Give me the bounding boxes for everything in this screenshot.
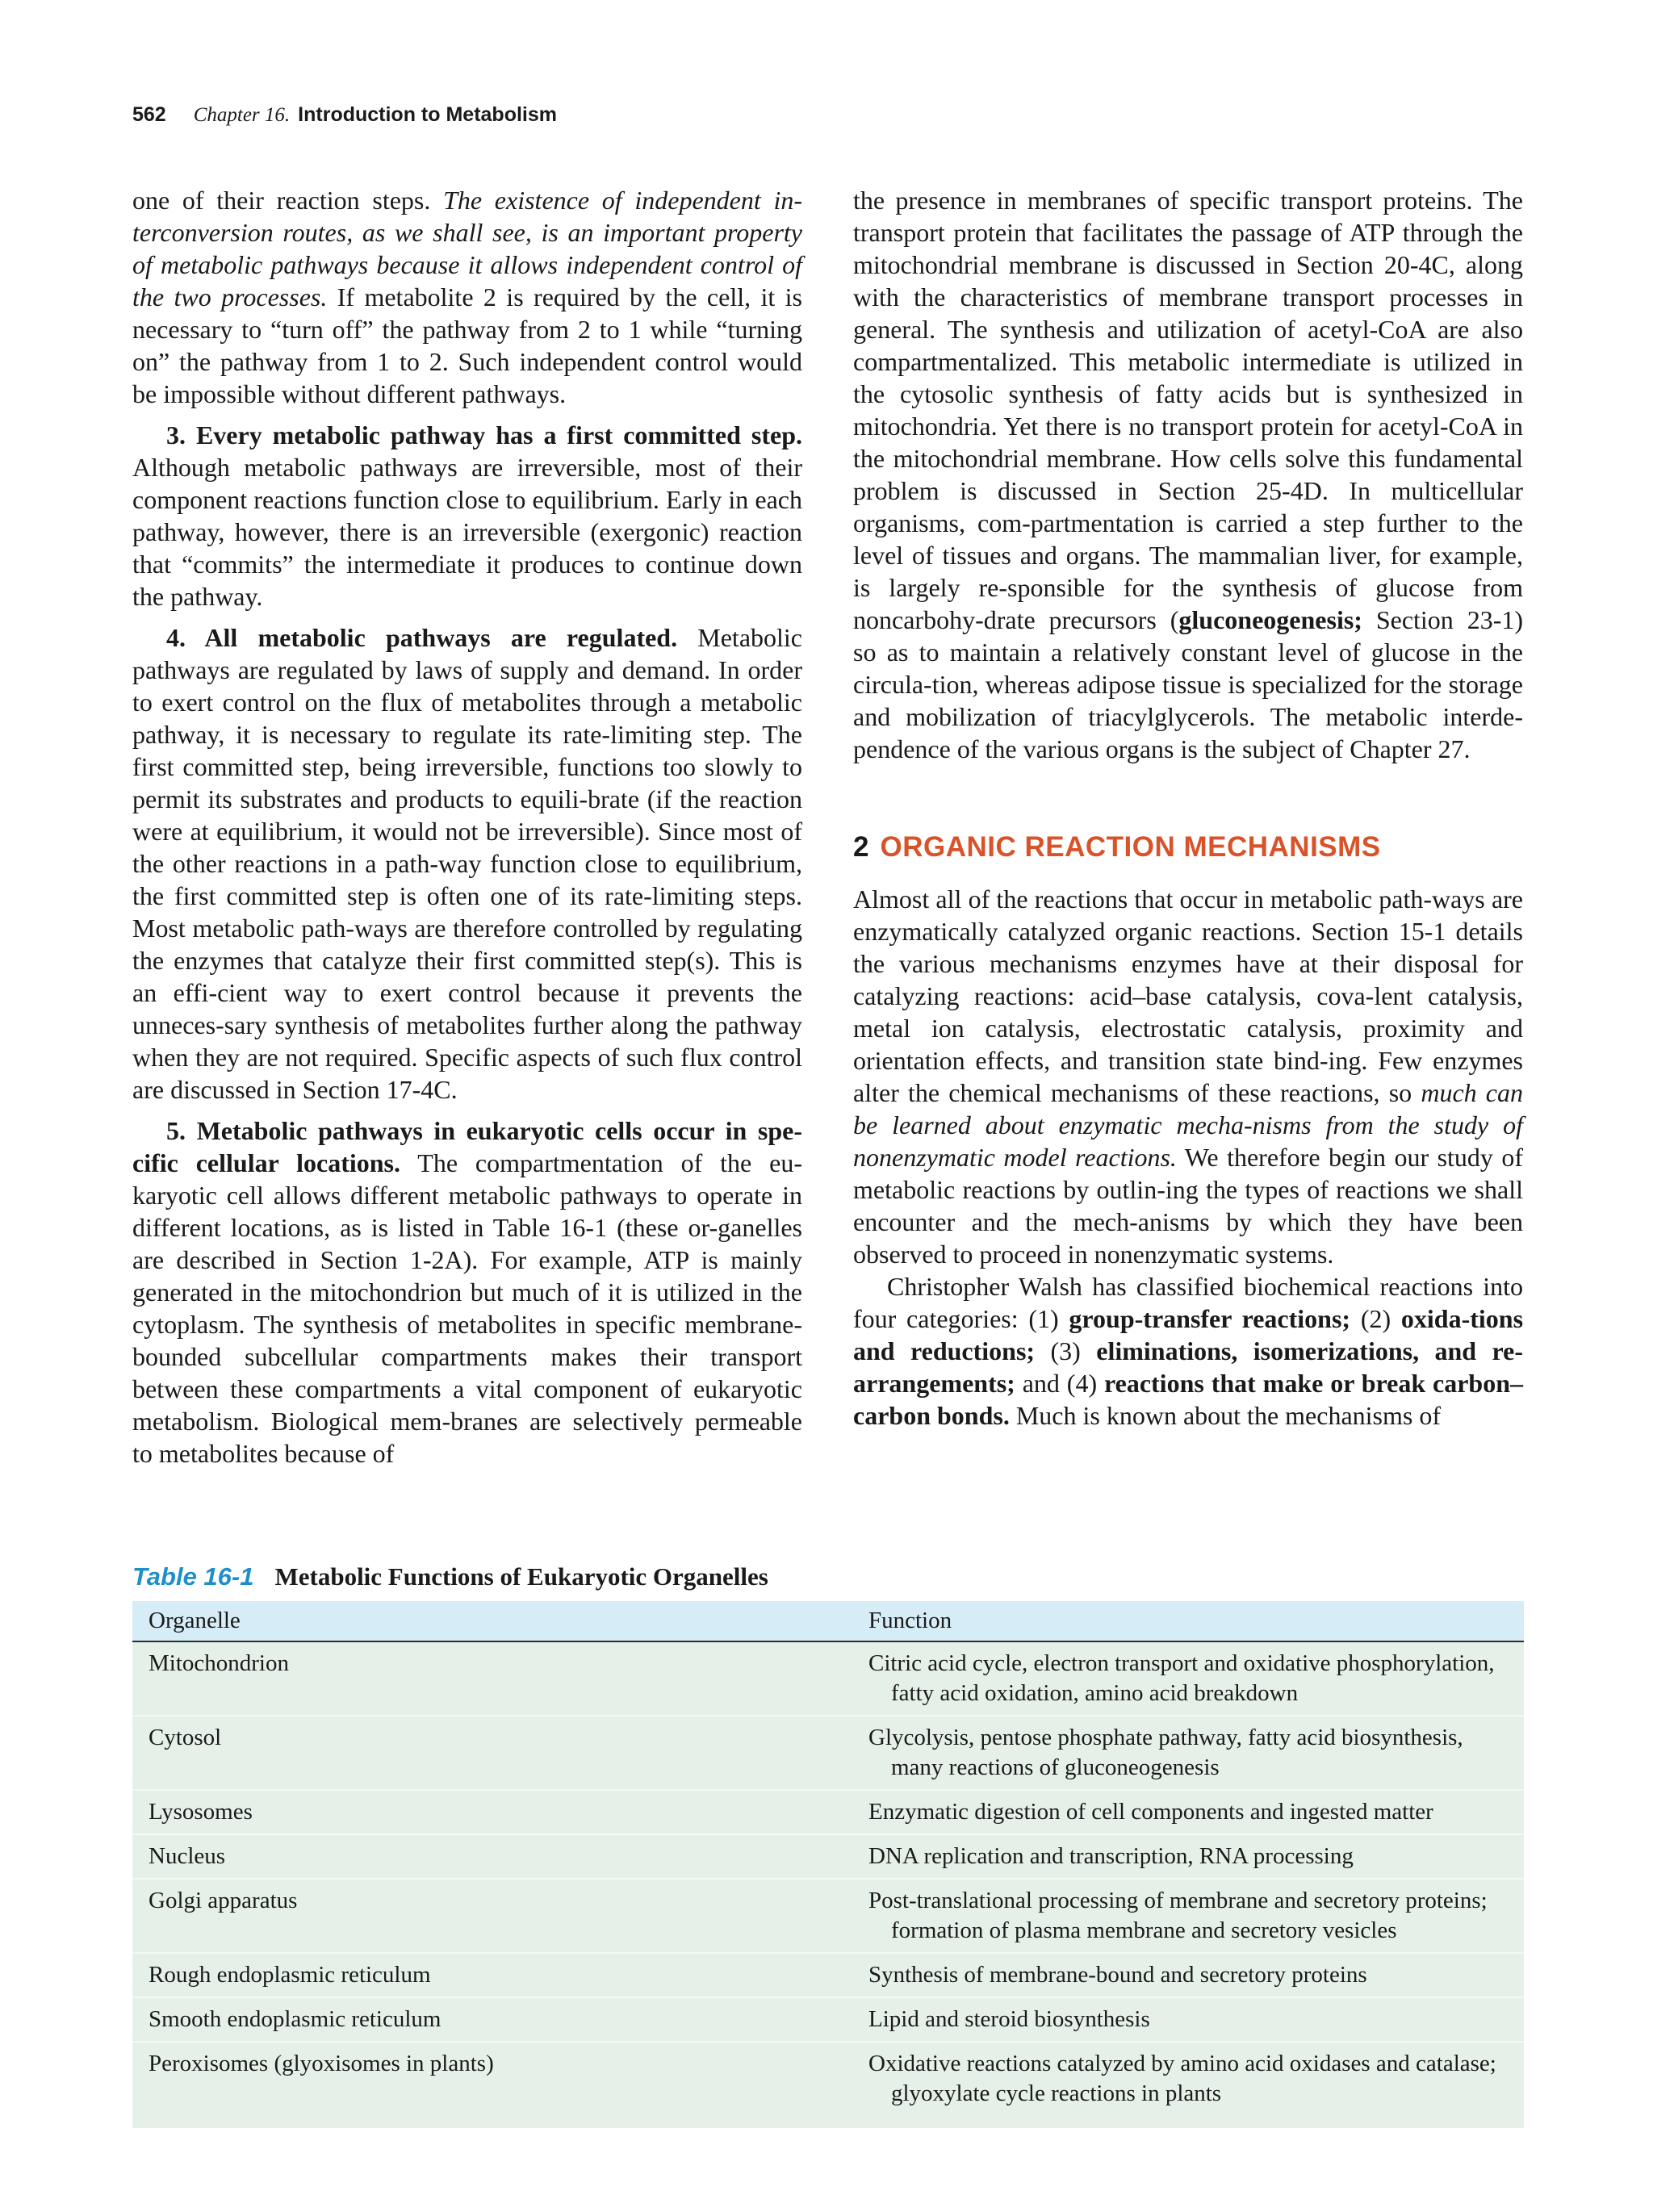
function-cell: Lipid and steroid biosynthesis: [852, 1997, 1524, 2042]
function-cell: Enzymatic digestion of cell components and ingested matter: [852, 1790, 1524, 1834]
chapter-title: Introduction to Metabolism: [298, 103, 557, 126]
paragraph: [853, 883, 1523, 1270]
paragraph-compartments: [132, 1114, 802, 1470]
text-run: one of their reaction steps.: [132, 186, 444, 215]
organelle-cell: Mitochondrion: [149, 1650, 289, 1676]
bold-term: reactions that make or break carbon–carbon bonds.: [853, 1369, 1524, 1430]
organelle-cell: Rough endoplasmic reticulum: [132, 1953, 852, 1997]
bold-term: oxida-tions and reductions;: [853, 1304, 1524, 1365]
running-head: [132, 100, 557, 130]
table-row: [132, 1790, 1524, 1834]
organelle-cell: Golgi apparatus: [132, 1879, 852, 1953]
table-row: [132, 1879, 1524, 1953]
paragraph-committed-step: [132, 419, 802, 613]
organelle-cell: Cytosol: [132, 1716, 852, 1790]
table-row: [132, 1641, 1524, 1716]
text-run: We therefore begin our study of metabolic reactions by outlin-ing the types of reactions we shall encounter and the mech-anisms by which they have been observed to proceed in nonenzymatic systems.: [853, 1143, 1524, 1269]
page-number: 562: [132, 103, 166, 126]
table-caption: [132, 1561, 1524, 1593]
left-column: [132, 184, 802, 1470]
table-label: Table 16-1: [132, 1562, 254, 1591]
organelle-cell: Nucleus: [132, 1834, 852, 1879]
text-run: (3): [1035, 1336, 1097, 1365]
organelle-cell: Peroxisomes (glyoxisomes in plants): [132, 2042, 852, 2115]
function-cell: Post-translational processing of membrane and secretory proteins; formation of plasma membrane and secretory vesicles: [852, 1879, 1524, 1953]
italic-text: much can be learned about enzymatic mecha-nisms from the study of nonenzymatic model reactions.: [853, 1078, 1524, 1172]
section-title: ORGANIC REACTION MECHANISMS: [880, 831, 1381, 863]
section-heading: [853, 830, 1523, 865]
bold-term: gluconeogenesis;: [1178, 605, 1362, 634]
text-run: the presence in membranes of specific transport proteins. The transport protein that facilitates the passage of ATP through the mitochondrial membrane is discussed in Section 20-4C, along with the characteristics of membrane transport processes in general. The synthesis and utilization of acetyl-CoA are also compartmentalized. This metabolic intermediate is utilized in the cytosolic synthesis of fatty acids but is synthesized in mitochondria. Yet there is no transport protein for acetyl-CoA in the mitochondrial membrane. How cells solve this fundamental problem is discussed in Section 25-4D. In multicellular organisms, com-partmentation is carried a step further to the level of tissues and organs. The mammalian liver, for example, is largely re-sponsible for the synthesis of glucose from noncarbohy-drate precursors (: [853, 186, 1523, 634]
paragraph-walsh: [853, 1270, 1523, 1432]
organelle-cell: Lysosomes: [132, 1790, 852, 1834]
table-row: [132, 1953, 1524, 1997]
organelle-function-table: [132, 1601, 1524, 2115]
table-row: [132, 2042, 1524, 2115]
text-run: (2): [1350, 1304, 1401, 1333]
text-run: If metabolite 2 is required by the cell, it is necessary to “turn off” the pathway from 2 to 1 while “turning on” the pathway from 1 to 2. Such independent control would be impossible without different pathways.: [132, 282, 803, 408]
section-number: 2: [853, 831, 869, 863]
text-run: Much is known about the mechanisms of: [1009, 1401, 1441, 1430]
bold-lead: 5. Metabolic pathways in eukaryotic cells occur in spe-cific cellular locations.: [132, 1116, 802, 1177]
table-header-row: [132, 1601, 1524, 1641]
chapter-label: Chapter 16.: [193, 104, 291, 126]
paragraph-regulated: [132, 621, 802, 1106]
table-row: [132, 1997, 1524, 2042]
function-cell: DNA replication and transcription, RNA processing: [852, 1834, 1524, 1879]
organelle-cell: Smooth endoplasmic reticulum: [132, 1997, 852, 2042]
text-run: Christopher Walsh has classified biochemical reactions into four categories: (1): [853, 1272, 1523, 1333]
paragraph: [853, 184, 1523, 765]
table-title: Metabolic Functions of Eukaryotic Organelles: [274, 1562, 768, 1591]
text-run: Although metabolic pathways are irreversible, most of their component reactions function close to equilibrium. Early in each pathway, however, there is an irreversible (exergonic) reaction that “commits” the intermediate it produces to continue down the pathway.: [132, 453, 802, 611]
text-run: Section 23-1) so as to maintain a relatively constant level of glucose in the circula-tion, whereas adipose tissue is specialized for the storage and mobilization of triacylglycerols. The metabolic interde-pendence of the various organs is the subject of Chapter 27.: [853, 605, 1524, 763]
function-cell: Citric acid cycle, electron transport and oxidative phosphorylation, fatty acid oxidation, amino acid breakdown: [868, 1650, 1495, 1706]
bold-lead: 4. All metabolic pathways are regulated.: [166, 623, 678, 652]
function-cell: Oxidative reactions catalyzed by amino acid oxidases and catalase; glyoxylate cycle reactions in plants: [852, 2042, 1524, 2115]
table-row: [132, 1834, 1524, 1879]
italic-text: The existence of independent in-terconversion routes, as we shall see, is an important property of metabolic pathways because it allows independent control of the two processes.: [132, 186, 803, 312]
function-cell: Glycolysis, pentose phosphate pathway, fatty acid biosynthesis, many reactions of gluconeogenesis: [852, 1716, 1524, 1790]
table-row: [132, 1716, 1524, 1790]
table-16-1: [132, 1561, 1524, 2128]
text-run: Almost all of the reactions that occur in metabolic path-ways are enzymatically catalyzed organic reactions. Section 15-1 details the various mechanisms enzymes have at their disposal for catalyzing reactions: acid–base catalysis, cova-lent catalysis, metal ion catalysis, electrostatic catalysis, proximity and orientation effects, and transition state bind-ing. Few enzymes alter the chemical mechanisms of these reactions, so: [853, 884, 1523, 1107]
bold-lead: 3. Every metabolic pathway has a first committed step.: [166, 420, 802, 450]
function-cell: Synthesis of membrane-bound and secretory proteins: [852, 1953, 1524, 1997]
text-run: Metabolic pathways are regulated by laws of supply and demand. In order to exert control on the flux of metabolites through a metabolic pathway, it is necessary to regulate its rate-limiting step. The first committed step, being irreversible, functions too slowly to permit its substrates and products to equili-brate (if the reaction were at equilibrium, it would not be irreversible). Since most of the other reactions in a path-way function close to equilibrium, the first committed step is often one of its rate-limiting steps. Most metabolic path-ways are therefore controlled by regulating the enzymes that catalyze their first committed step(s). This is an effi-cient way to exert control because it prevents the unneces-sary synthesis of metabolites further along the pathway when they are not required. Specific aspects of such flux control are discussed in Section 17-4C.: [132, 623, 802, 1104]
text-run: and (4): [1015, 1369, 1104, 1398]
column-header-function: Function: [852, 1601, 1524, 1641]
bold-term: eliminations, isomerizations, and re-arrangements;: [853, 1336, 1524, 1398]
table-bottom-band: [132, 2115, 1524, 2128]
paragraph: [132, 184, 802, 410]
text-run: The compartmentation of the eu-karyotic cell allows different metabolic pathways to operate in different locations, as is listed in Table 16-1 (these or-ganelles are described in Section 1-2A). For example, ATP is mainly generated in the mitochondrion but much of it is utilized in the cytoplasm. The synthesis of metabolites in specific membrane-bounded subcellular compartments makes their transport between these compartments a vital component of eukaryotic metabolism. Biological mem-branes are selectively permeable to metabolites because of: [132, 1148, 803, 1468]
column-header-organelle: Organelle: [132, 1601, 852, 1641]
bold-term: group-transfer reactions;: [1069, 1304, 1351, 1333]
right-column: [853, 184, 1523, 1432]
